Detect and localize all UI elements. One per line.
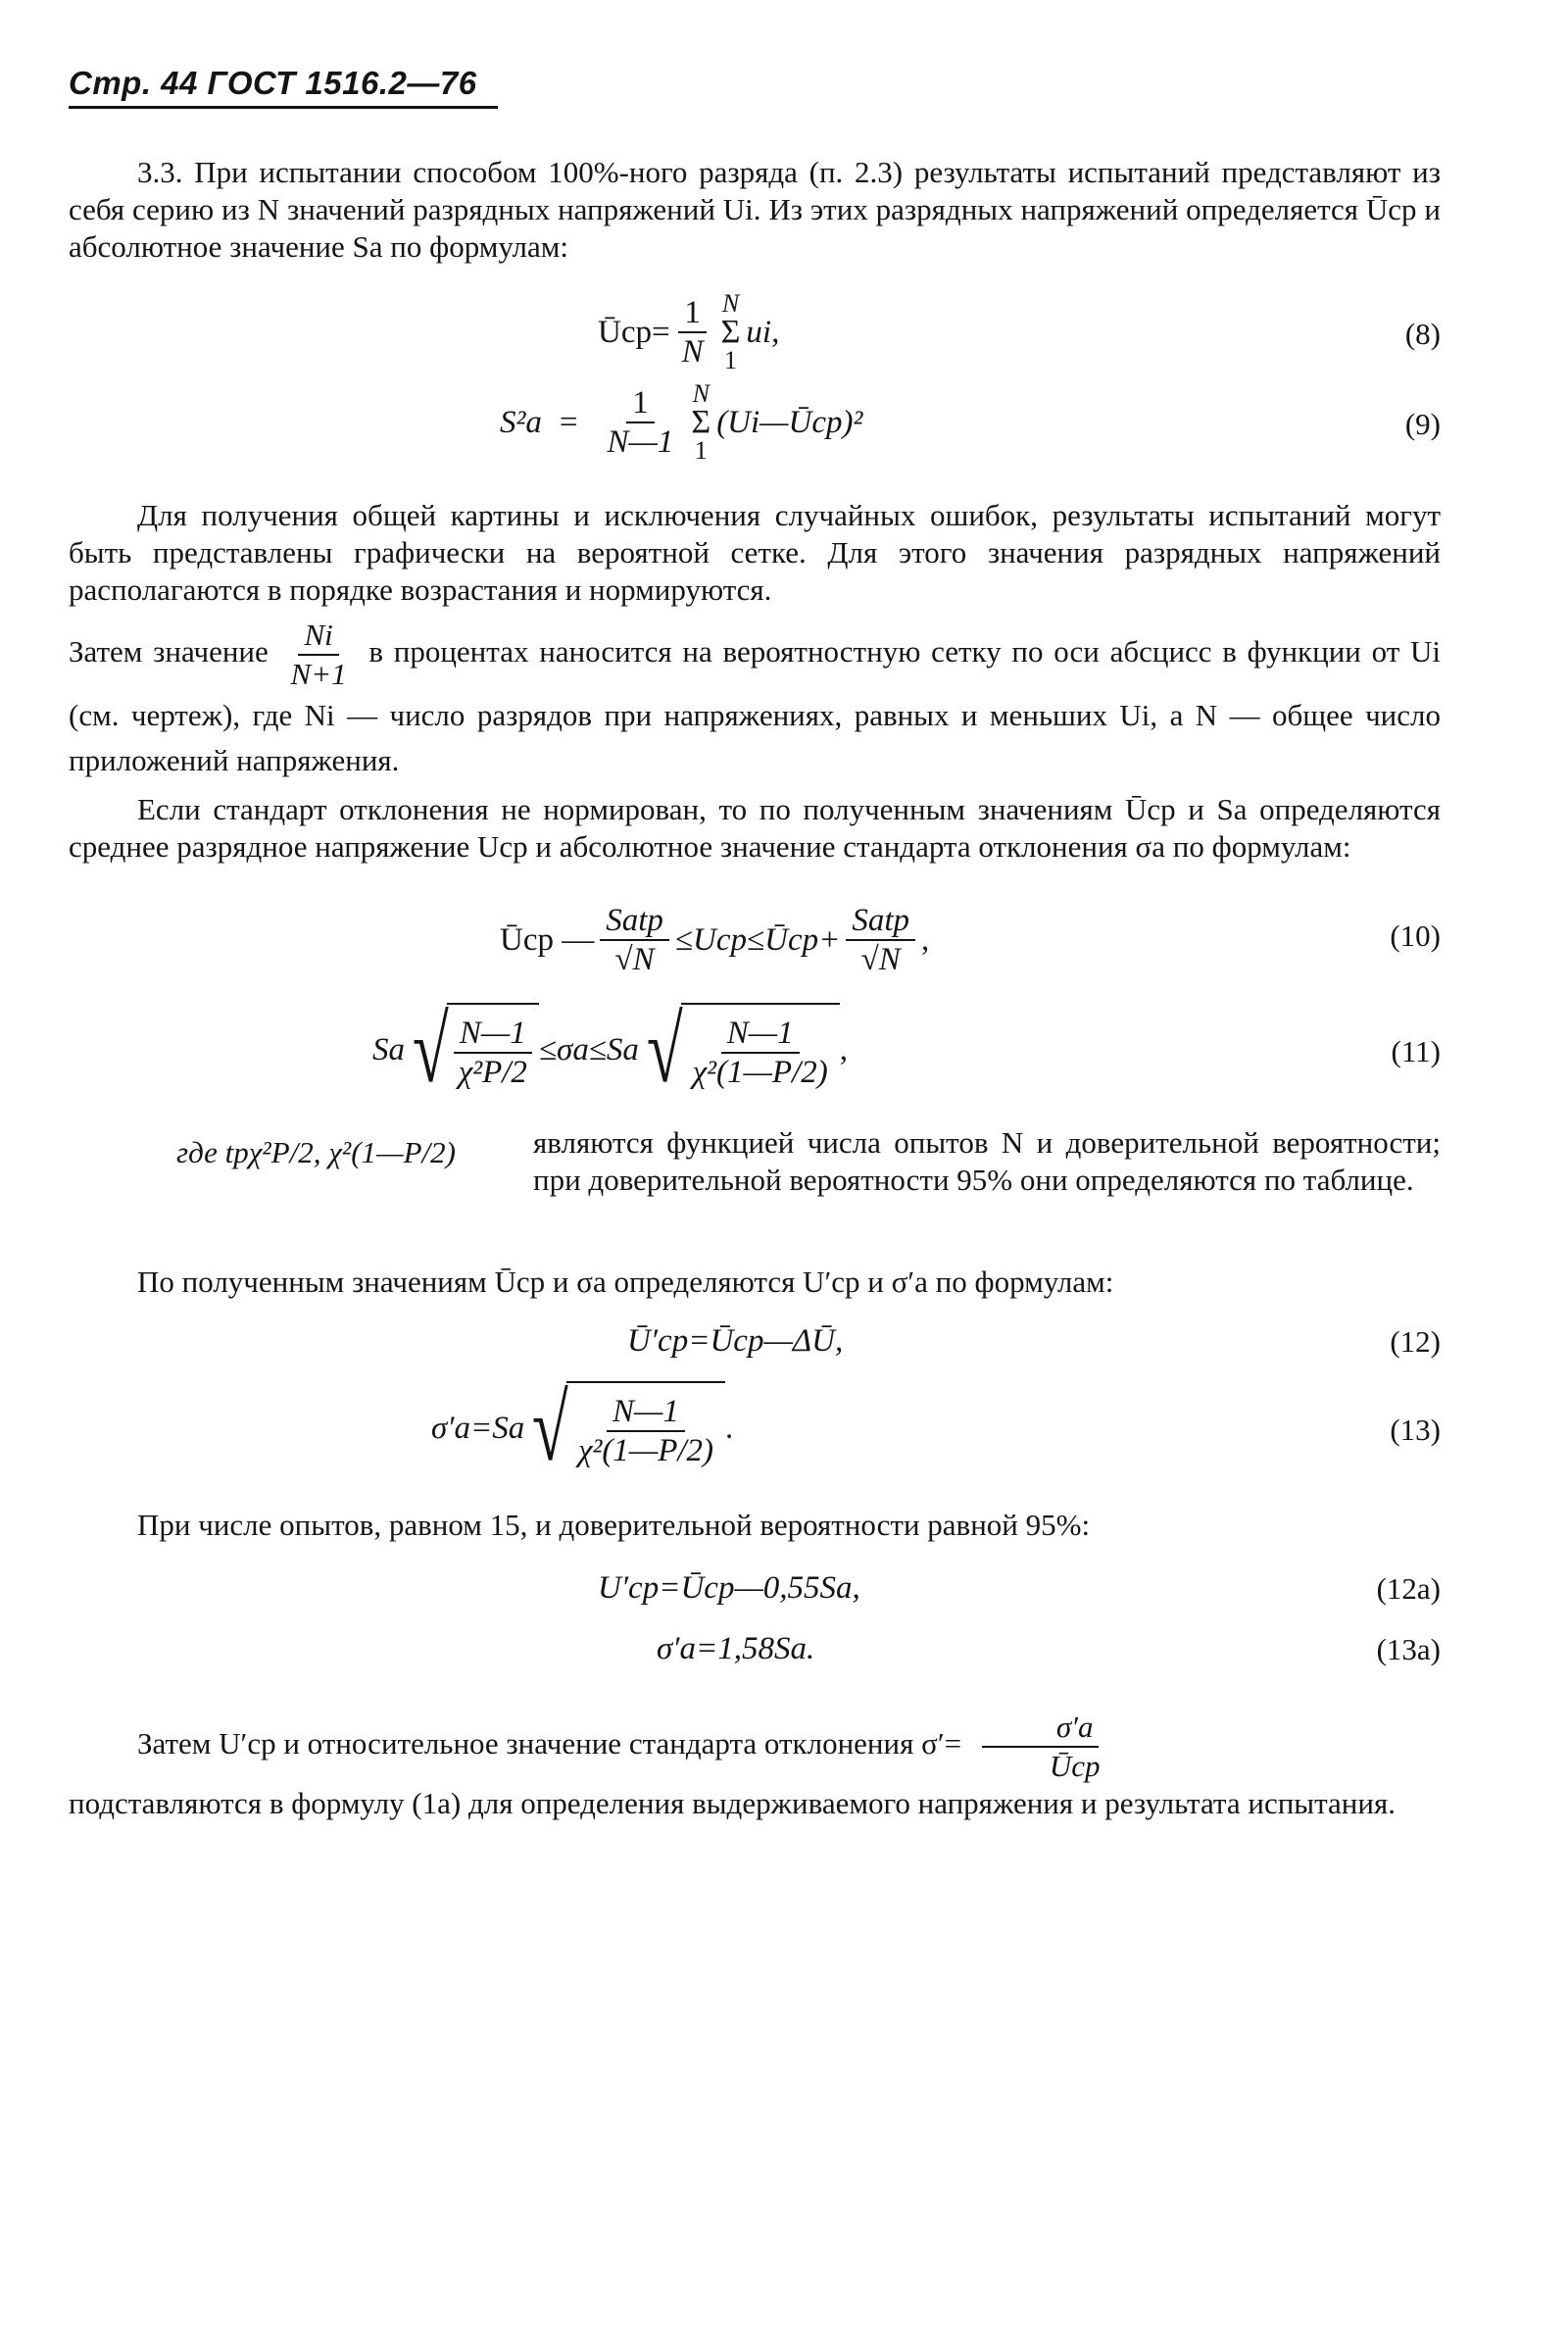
paragraph-3-3: 3.3. При испытании способом 100%-ного разряда (п. 2.3) результаты испытаний представляют из себя серию из N значений разрядных напряжений Ui. Из этих разрядных напряжений определяется Ūср и абсолютное значение Sa по формулам: xyxy=(69,155,1441,264)
equation-13: σ′a=Sa √ $\frac{N—1}{\text{χ²(1—P/2)}}$ . (13) xyxy=(431,1375,1441,1480)
eq9-denominator: N—1 xyxy=(607,424,674,460)
eq8-sum-bottom: 1 xyxy=(724,346,738,374)
page-title: Стр. 44 ГОСТ 1516.2—76 xyxy=(69,65,477,101)
eq9-sum-top: N xyxy=(692,379,710,408)
eq8-numerator: 1 xyxy=(678,294,707,333)
paragraph-fifteen-trials: При числе опытов, равном 15, и доверительной вероятности равной 95%: xyxy=(137,1508,1091,1542)
eq12-label: (12) xyxy=(1390,1324,1441,1359)
ni-fraction-den: N+1 xyxy=(290,657,347,691)
eq10-label: (10) xyxy=(1390,918,1441,953)
where-label: где tpχ²P/2, χ²(1—P/2) xyxy=(176,1135,456,1169)
paragraph-graphic: Для получения общей картины и исключения случайных ошибок, результаты испытаний могут быть представлены графически на вероятной сетке. Для этого значения разрядных напряжений располагаются в порядке возрастания и нормируются. xyxy=(69,498,1441,607)
page-header xyxy=(69,65,1441,109)
eq9-numerator: 1 xyxy=(626,384,655,423)
eq8-lhs: Ūср xyxy=(598,314,652,350)
eq8-sum-top: N xyxy=(721,289,740,318)
paragraph-then-relative: Затем U′ср и относительное значение стандарта отклонения σ′= $\frac{\sigma'a}{\text{Ūср}}$ xyxy=(137,1710,1101,1783)
eq13-label: (13) xyxy=(1390,1413,1441,1447)
eq8-term: ui, xyxy=(746,314,780,350)
equation-12a: U′ср=Ūср—0,55Sa, (12a) xyxy=(598,1569,1441,1606)
equation-13a: σ′a=1,58Sa. (13a) xyxy=(657,1630,1441,1666)
eq8-label: (8) xyxy=(1404,317,1441,351)
equation-12: Ū′ср=Ūср—ΔŪ, (12) xyxy=(627,1322,1441,1359)
paragraph-substitute: подставляются в формулу (1a) для определения выдерживаемого напряжения и результата испытания. xyxy=(69,1786,1396,1820)
equation-8: Ūср = $\frac{1}{N}$ N Σ 1 ui, (8) xyxy=(598,289,1441,374)
paragraph-if-standard: Если стандарт отклонения не нормирован, то по полученным значениям Ūср и Sa определяются среднее разрядное напряжение Uср и абсолютное значение стандарта отклонения σa по формулам: xyxy=(69,792,1441,864)
eq8-denominator: N xyxy=(681,334,704,370)
eq9-sum-bottom: 1 xyxy=(694,436,708,465)
paragraph-then-value: Затем значение $\frac{Ni}{N+1}$ в процентах наносится на вероятностную сетку по оси абсцисс в функции от Ui (см. чертеж), где Ni — число разрядов при напряжениях, равных и меньших Ui, а N — общее число приложений напряжения. xyxy=(69,618,1441,777)
equation-9: S²a = $\frac{1}{N—1}$ N Σ 1 (Ui—Ūср)² (9) xyxy=(500,379,1441,465)
where-text: являются функцией числа опытов N и доверительной вероятности; при доверительной вероятности 95% они определяются по таблице. xyxy=(533,1125,1441,1197)
equation-10: Ūср — $\frac{\text{Satp}}{√N}$ ≤Uср≤Ūср+ $\frac{\text{Satp}}{√N}$ , (10) xyxy=(500,903,1441,977)
eq9-lhs: S²a xyxy=(500,404,542,440)
document-page xyxy=(69,65,1441,1822)
eq9-label: (9) xyxy=(1404,407,1441,441)
eq9-term: (Ui—Ūср)² xyxy=(716,404,863,440)
ni-fraction-num: Ni xyxy=(298,617,338,656)
eq13a-label: (13a) xyxy=(1376,1632,1441,1666)
eq11-label: (11) xyxy=(1391,1034,1441,1068)
equation-11: Sa √ $\frac{N—1}{\text{χ²P/2}}$ ≤σa≤Sa √ $\frac{N—1}{\text{χ²(1—P/2)}}$ , (11) xyxy=(372,997,1441,1102)
eq12a-label: (12a) xyxy=(1376,1571,1441,1606)
where-clause xyxy=(69,1124,1441,1242)
paragraph-obtained-values: По полученным значениям Ūср и σa определяются U′ср и σ′a по формулам: xyxy=(137,1265,1114,1299)
